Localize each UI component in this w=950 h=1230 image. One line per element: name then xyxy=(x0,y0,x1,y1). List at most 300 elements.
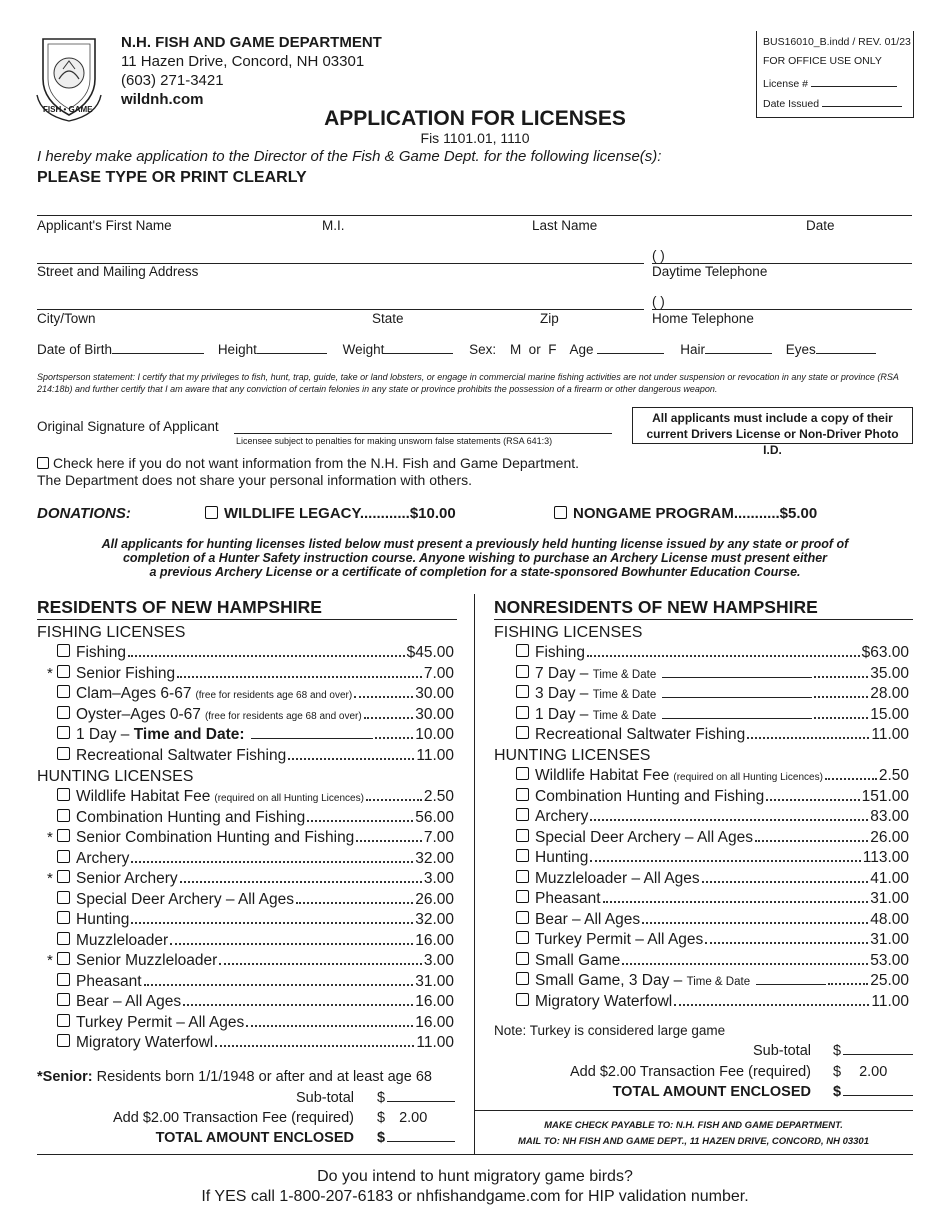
license-time-date: Time & Date xyxy=(592,689,657,701)
age-label: Age xyxy=(569,342,594,357)
leader-dots xyxy=(131,922,413,924)
print-clearly: PLEASE TYPE OR PRINT CLEARLY xyxy=(37,169,307,186)
license-price: 35.00 xyxy=(870,664,909,682)
license-checkbox[interactable] xyxy=(57,932,70,945)
license-option[interactable] xyxy=(57,850,454,868)
license-price: 41.00 xyxy=(870,869,909,887)
residents-heading: RESIDENTS OF NEW HAMPSHIRE xyxy=(37,597,322,617)
license-label xyxy=(535,829,753,847)
license-note: (free for residents age 68 and over) xyxy=(195,690,353,701)
weight-label: Weight xyxy=(342,342,385,357)
nonresidents-subtotal-dollar: $ xyxy=(833,1043,842,1059)
leader-dots xyxy=(755,840,868,842)
license-price: 113.00 xyxy=(862,849,909,866)
leader-dots xyxy=(246,1025,413,1027)
license-label xyxy=(76,973,142,991)
license-number-label: License # xyxy=(763,78,808,90)
license-checkbox[interactable] xyxy=(516,726,529,739)
license-option[interactable] xyxy=(57,665,454,683)
leader-dots xyxy=(587,655,860,657)
license-checkbox[interactable] xyxy=(57,870,70,883)
license-price: $45.00 xyxy=(406,644,454,661)
license-name: 1 Day – xyxy=(535,705,593,723)
dept-address: 11 Hazen Drive, Concord, NH 03301 xyxy=(121,53,365,70)
license-price: 16.00 xyxy=(415,1013,454,1031)
residents-subtotal-dollar: $ xyxy=(377,1090,386,1106)
license-option[interactable] xyxy=(57,870,454,888)
senior-asterisk: * xyxy=(47,829,53,846)
license-label xyxy=(535,849,588,867)
time-date-field[interactable] xyxy=(756,973,826,985)
license-option[interactable] xyxy=(57,809,454,827)
license-name: Bear – All Ages xyxy=(535,910,641,928)
nonresidents-fee-value: 2.00 xyxy=(859,1064,888,1080)
date-label: Date xyxy=(806,218,835,233)
license-checkbox[interactable] xyxy=(57,685,70,698)
street-label: Street and Mailing Address xyxy=(37,264,199,279)
leader-dots xyxy=(622,963,868,965)
license-name: Fishing xyxy=(535,644,585,661)
name-line[interactable] xyxy=(37,215,912,216)
license-name: Senior Muzzleloader xyxy=(76,952,218,969)
leader-dots xyxy=(177,676,422,678)
license-checkbox[interactable] xyxy=(516,808,529,821)
nonresidents-hunting-heading: HUNTING LICENSES xyxy=(494,747,651,764)
leader-dots xyxy=(183,1004,413,1006)
leader-dots xyxy=(375,737,414,739)
residents-fee-dollar: $ xyxy=(377,1110,386,1126)
license-option[interactable] xyxy=(516,706,909,724)
license-checkbox[interactable] xyxy=(57,952,70,965)
leader-dots xyxy=(128,655,405,657)
leader-dots xyxy=(219,963,422,965)
signature-label: Original Signature of Applicant xyxy=(37,419,219,434)
leader-dots xyxy=(828,983,868,985)
license-price: 31.00 xyxy=(870,931,909,948)
leader-dots xyxy=(215,1045,414,1047)
application-statement: I hereby make application to the Director of the Fish & Game Dept. for the following license(s): xyxy=(37,148,662,165)
license-name: Senior Archery xyxy=(76,870,178,887)
signature-line[interactable] xyxy=(234,433,612,434)
license-label xyxy=(535,808,588,826)
senior-note-label: *Senior: xyxy=(37,1069,93,1085)
leader-dots xyxy=(356,840,422,842)
privacy-note: The Department does not share your personal information with others. xyxy=(37,472,473,488)
eyes-label: Eyes xyxy=(785,342,816,357)
mi-label: M.I. xyxy=(322,218,345,233)
license-label xyxy=(76,747,286,765)
home-phone-parens: ( ) xyxy=(652,294,665,309)
dept-website[interactable]: wildnh.com xyxy=(121,91,204,108)
license-checkbox[interactable] xyxy=(57,1034,70,1047)
office-use-box xyxy=(756,31,914,118)
license-name: Combination Hunting and Fishing xyxy=(76,808,306,826)
license-option[interactable] xyxy=(57,1014,454,1032)
nonresidents-subtotal-field[interactable] xyxy=(833,1043,913,1059)
license-label xyxy=(535,767,823,785)
time-date-field[interactable] xyxy=(251,727,373,739)
license-checkbox[interactable] xyxy=(57,665,70,678)
zip-label: Zip xyxy=(540,311,559,326)
time-date-field[interactable] xyxy=(662,686,812,698)
license-option[interactable] xyxy=(516,685,909,703)
wildlife-legacy-label: WILDLIFE LEGACY............$10.00 xyxy=(224,505,456,522)
leader-dots xyxy=(590,819,868,821)
leader-dots xyxy=(814,696,868,698)
license-price: $63.00 xyxy=(861,644,909,661)
date-issued-label: Date Issued xyxy=(763,98,820,110)
leader-dots xyxy=(296,902,413,904)
dept-phone: (603) 271-3421 xyxy=(121,72,224,89)
license-label xyxy=(535,665,656,683)
leader-dots xyxy=(603,901,869,903)
license-note: (required on all Hunting Licences) xyxy=(214,793,364,804)
optout-text: Check here if you do not want information from the N.H. Fish and Game Department. xyxy=(53,455,580,471)
license-name: Clam–Ages 6-67 xyxy=(76,685,192,702)
license-label xyxy=(535,644,585,662)
license-price: 3.00 xyxy=(423,870,454,887)
license-label xyxy=(535,788,764,806)
hair-label: Hair xyxy=(680,342,706,357)
bottom-rule xyxy=(37,1154,913,1155)
license-price: 31.00 xyxy=(870,890,909,907)
license-name: Wildlife Habitat Fee xyxy=(76,788,211,805)
license-name: Small Game, 3 Day – xyxy=(535,972,687,989)
license-name: Special Deer Archery – All Ages xyxy=(76,890,294,908)
license-option[interactable] xyxy=(516,788,909,806)
license-number-field[interactable] xyxy=(763,75,897,90)
license-name: Turkey Permit – All Ages xyxy=(76,1013,245,1031)
leader-dots xyxy=(170,943,413,945)
nongame-label: NONGAME PROGRAM...........$5.00 xyxy=(573,505,818,522)
license-checkbox[interactable] xyxy=(57,973,70,986)
license-option[interactable] xyxy=(57,706,454,724)
license-name: Pheasant xyxy=(535,890,601,907)
license-checkbox[interactable] xyxy=(516,665,529,678)
residents-hunting-heading: HUNTING LICENSES xyxy=(37,768,194,785)
wildlife-legacy-checkbox[interactable] xyxy=(205,506,218,519)
senior-asterisk: * xyxy=(47,664,53,682)
license-price: 11.00 xyxy=(416,746,454,764)
sex-label: Sex: xyxy=(469,342,497,357)
license-name: Special Deer Archery – All Ages xyxy=(535,828,753,846)
nonresidents-fishing-heading: FISHING LICENSES xyxy=(494,624,643,641)
license-option[interactable] xyxy=(57,911,454,929)
state-label: State xyxy=(372,311,404,326)
license-option[interactable] xyxy=(516,808,909,826)
license-checkbox[interactable] xyxy=(57,809,70,822)
license-time-date: Time & Date xyxy=(686,976,751,988)
residents-heading-rule xyxy=(37,619,457,620)
license-name: Archery xyxy=(535,808,589,825)
license-name: 7 Day – xyxy=(535,664,593,682)
eyes-field[interactable] xyxy=(816,342,876,354)
license-option[interactable] xyxy=(57,891,454,909)
license-name: Wildlife Habitat Fee xyxy=(535,767,670,784)
day-phone-parens: ( ) xyxy=(652,248,665,263)
license-checkbox[interactable] xyxy=(516,849,529,862)
nongame-checkbox[interactable] xyxy=(554,506,567,519)
license-label xyxy=(535,931,703,949)
leader-dots xyxy=(131,861,413,863)
license-price: 53.00 xyxy=(870,951,909,969)
license-checkbox[interactable] xyxy=(57,829,70,842)
license-name: Fishing xyxy=(76,644,126,661)
leader-dots xyxy=(825,778,877,780)
nonresidents-total-dollar: $ xyxy=(833,1084,842,1100)
license-checkbox[interactable] xyxy=(516,972,529,985)
license-note: (required on all Hunting Licences) xyxy=(673,772,823,783)
license-option[interactable] xyxy=(57,932,454,950)
city-label: City/Town xyxy=(37,311,96,326)
nonresidents-heading: NONRESIDENTS OF NEW HAMPSHIRE xyxy=(494,597,818,617)
leader-dots xyxy=(366,799,422,801)
license-price: 2.50 xyxy=(423,788,454,805)
license-checkbox[interactable] xyxy=(516,890,529,903)
license-label xyxy=(76,644,126,662)
leader-dots xyxy=(705,942,868,944)
license-name: 3 Day – xyxy=(535,685,593,702)
license-option[interactable] xyxy=(516,952,909,970)
personal-details-row xyxy=(37,342,876,357)
license-option[interactable] xyxy=(516,767,909,785)
license-option[interactable] xyxy=(516,911,909,929)
leader-dots xyxy=(180,881,422,883)
license-checkbox[interactable] xyxy=(57,726,70,739)
license-price: 7.00 xyxy=(423,829,454,846)
license-label xyxy=(76,993,181,1011)
city-line[interactable] xyxy=(37,309,644,310)
residents-fee-label: Add $2.00 Transaction Fee (required) xyxy=(113,1110,354,1126)
day-phone-label: Daytime Telephone xyxy=(652,264,768,279)
license-option[interactable] xyxy=(516,931,909,949)
license-name: Muzzleloader – All Ages xyxy=(535,869,700,887)
license-label xyxy=(76,706,362,724)
dob-field[interactable] xyxy=(112,342,204,354)
license-price: 16.00 xyxy=(415,993,454,1010)
license-checkbox[interactable] xyxy=(57,1014,70,1027)
license-checkbox[interactable] xyxy=(516,870,529,883)
license-name: Recreational Saltwater Fishing xyxy=(76,746,287,764)
license-name: Senior Fishing xyxy=(76,664,176,682)
license-label xyxy=(76,726,245,744)
license-name: Migratory Waterfowl xyxy=(535,992,673,1010)
dept-name: N.H. FISH AND GAME DEPARTMENT xyxy=(121,34,382,51)
office-only-label: FOR OFFICE USE ONLY xyxy=(763,55,882,67)
license-option[interactable] xyxy=(57,788,454,806)
hair-field[interactable] xyxy=(705,342,772,354)
license-option[interactable] xyxy=(516,993,909,1011)
residents-fishing-heading: FISHING LICENSES xyxy=(37,624,186,641)
license-name: Oyster–Ages 0-67 xyxy=(76,705,201,723)
license-price: 16.00 xyxy=(415,931,454,949)
license-checkbox[interactable] xyxy=(516,644,529,657)
license-checkbox[interactable] xyxy=(57,747,70,760)
donation-wildlife-legacy xyxy=(205,505,456,522)
form-id: BUS16010_B.indd / REV. 01/23 xyxy=(763,36,911,48)
license-checkbox[interactable] xyxy=(516,952,529,965)
leader-dots xyxy=(642,922,868,924)
license-price: 26.00 xyxy=(415,890,454,908)
license-option[interactable] xyxy=(57,726,454,744)
license-option[interactable] xyxy=(57,747,454,765)
license-name: Recreational Saltwater Fishing xyxy=(535,726,746,743)
license-option[interactable] xyxy=(516,644,909,662)
license-checkbox[interactable] xyxy=(57,993,70,1006)
license-checkbox[interactable] xyxy=(57,911,70,924)
license-option[interactable] xyxy=(57,1034,454,1052)
license-option[interactable] xyxy=(516,972,909,990)
license-label xyxy=(76,829,354,847)
donation-nongame xyxy=(554,505,817,522)
license-option[interactable] xyxy=(57,993,454,1011)
optout-row xyxy=(37,455,579,471)
license-label xyxy=(76,809,305,827)
license-checkbox[interactable] xyxy=(516,911,529,924)
license-label xyxy=(76,1014,244,1032)
seal-banner-text: FISH • GAME xyxy=(43,105,93,114)
license-name: Archery xyxy=(76,849,130,867)
leader-dots xyxy=(288,758,414,760)
license-price: 32.00 xyxy=(415,911,454,928)
license-name: Pheasant xyxy=(76,972,142,990)
age-field[interactable] xyxy=(597,342,664,354)
license-option[interactable] xyxy=(516,665,909,683)
license-price: 56.00 xyxy=(415,808,454,826)
license-price: 31.00 xyxy=(415,972,454,990)
license-price: 11.00 xyxy=(871,992,909,1010)
license-name: Hunting xyxy=(535,849,589,866)
height-field[interactable] xyxy=(257,342,327,354)
time-date-field[interactable] xyxy=(662,666,812,678)
payable-to: MAKE CHECK PAYABLE TO: N.H. FISH AND GAME DEPARTMENT. xyxy=(544,1120,843,1131)
license-option[interactable] xyxy=(516,849,909,867)
license-option[interactable] xyxy=(57,952,454,970)
license-checkbox[interactable] xyxy=(516,829,529,842)
license-label xyxy=(535,870,700,888)
license-label xyxy=(535,911,640,929)
license-price: 26.00 xyxy=(870,828,909,846)
license-checkbox[interactable] xyxy=(57,891,70,904)
home-phone-line[interactable] xyxy=(652,309,912,310)
senior-note xyxy=(37,1069,432,1085)
turkey-note: Note: Turkey is considered large game xyxy=(494,1023,726,1038)
license-label xyxy=(76,911,129,929)
license-option[interactable] xyxy=(516,829,909,847)
residents-total-dollar: $ xyxy=(377,1130,386,1146)
license-label xyxy=(76,952,217,970)
license-price: 3.00 xyxy=(423,952,454,969)
mail-to: MAIL TO: NH FISH AND GAME DEPT., 11 HAZEN DRIVE, CONCORD, NH 03301 xyxy=(517,1136,870,1147)
nonresidents-fee-amount xyxy=(833,1064,887,1080)
form-title: APPLICATION FOR LICENSES xyxy=(324,107,626,130)
license-name: Migratory Waterfowl xyxy=(76,1034,214,1051)
license-name-bold: Time and Date: xyxy=(133,726,245,743)
last-name-label: Last Name xyxy=(532,218,598,233)
license-option[interactable] xyxy=(516,726,909,744)
license-option[interactable] xyxy=(57,973,454,991)
sex-options[interactable]: M or F xyxy=(509,342,557,357)
nonresidents-total-label: TOTAL AMOUNT ENCLOSED xyxy=(612,1084,811,1100)
license-option[interactable] xyxy=(516,890,909,908)
time-date-field[interactable] xyxy=(662,707,812,719)
leader-dots xyxy=(144,984,414,986)
license-checkbox[interactable] xyxy=(516,685,529,698)
license-name: Small Game xyxy=(535,951,621,969)
residents-total-field[interactable] xyxy=(377,1130,455,1146)
leader-dots xyxy=(674,1004,869,1006)
license-label xyxy=(76,1034,213,1052)
hunting-notice xyxy=(0,537,950,579)
first-name-label: Applicant's First Name xyxy=(37,218,172,233)
license-option[interactable] xyxy=(516,870,909,888)
license-checkbox[interactable] xyxy=(516,993,529,1006)
optout-checkbox[interactable] xyxy=(37,457,49,469)
license-label xyxy=(535,890,601,908)
nonresidents-fee-label: Add $2.00 Transaction Fee (required) xyxy=(570,1064,811,1080)
license-checkbox[interactable] xyxy=(57,644,70,657)
form-rule-ref: Fis 1101.01, 1110 xyxy=(420,130,530,146)
license-name: 1 Day – xyxy=(76,726,134,743)
license-option[interactable] xyxy=(57,829,454,847)
leader-dots xyxy=(814,717,868,719)
license-name: Turkey Permit – All Ages xyxy=(535,931,704,948)
height-label: Height xyxy=(217,342,257,357)
license-option[interactable] xyxy=(57,685,454,703)
sportsperson-statement: Sportsperson statement: I certify that my privileges to fish, hunt, trap, guide, take or land lobsters, or engage in commercial marine fishing activities are not under suspension or revocation in any state or province (RSA 214:18b) and further certify that I am aware that any conviction of certain felonies in any state or province prohibits the possession of a firearm or other dangerous weapon. xyxy=(37,372,899,394)
license-checkbox[interactable] xyxy=(516,788,529,801)
license-checkbox[interactable] xyxy=(516,767,529,780)
license-label xyxy=(535,706,656,724)
residents-fee-amount xyxy=(377,1110,427,1126)
license-checkbox[interactable] xyxy=(516,706,529,719)
residents-subtotal-label: Sub-total xyxy=(295,1090,354,1106)
license-price: 151.00 xyxy=(861,787,909,805)
license-price: 25.00 xyxy=(870,972,909,989)
senior-asterisk: * xyxy=(47,870,53,887)
nonresidents-total-field[interactable] xyxy=(833,1084,913,1100)
license-price: 30.00 xyxy=(415,685,454,702)
license-label xyxy=(76,685,352,703)
license-label xyxy=(535,972,750,990)
license-price: 7.00 xyxy=(423,664,454,682)
license-price: 10.00 xyxy=(415,726,454,743)
license-checkbox[interactable] xyxy=(57,788,70,801)
license-name: Senior Combination Hunting and Fishing xyxy=(76,829,355,846)
weight-field[interactable] xyxy=(384,342,453,354)
payable-rule xyxy=(474,1110,913,1111)
license-name: Muzzleloader xyxy=(76,931,169,949)
residents-subtotal-field[interactable] xyxy=(377,1090,455,1106)
license-checkbox[interactable] xyxy=(57,706,70,719)
license-label xyxy=(535,726,745,744)
leader-dots xyxy=(702,881,869,883)
leader-dots xyxy=(307,820,413,822)
nonresidents-subtotal-label: Sub-total xyxy=(752,1043,811,1059)
nonresidents-heading-rule xyxy=(494,619,913,620)
license-name: Hunting xyxy=(76,911,130,928)
residents-total-label: TOTAL AMOUNT ENCLOSED xyxy=(155,1130,354,1146)
license-price: 28.00 xyxy=(870,685,909,702)
license-option[interactable] xyxy=(57,644,454,662)
license-price: 48.00 xyxy=(870,910,909,928)
senior-asterisk: * xyxy=(47,952,53,969)
leader-dots xyxy=(590,860,860,862)
notice-line-2: completion of a Hunter Safety instruction course. Anyone wishing to purchase an Archery License must present either xyxy=(122,551,828,565)
license-checkbox[interactable] xyxy=(57,850,70,863)
license-label xyxy=(535,952,620,970)
license-checkbox[interactable] xyxy=(516,931,529,944)
